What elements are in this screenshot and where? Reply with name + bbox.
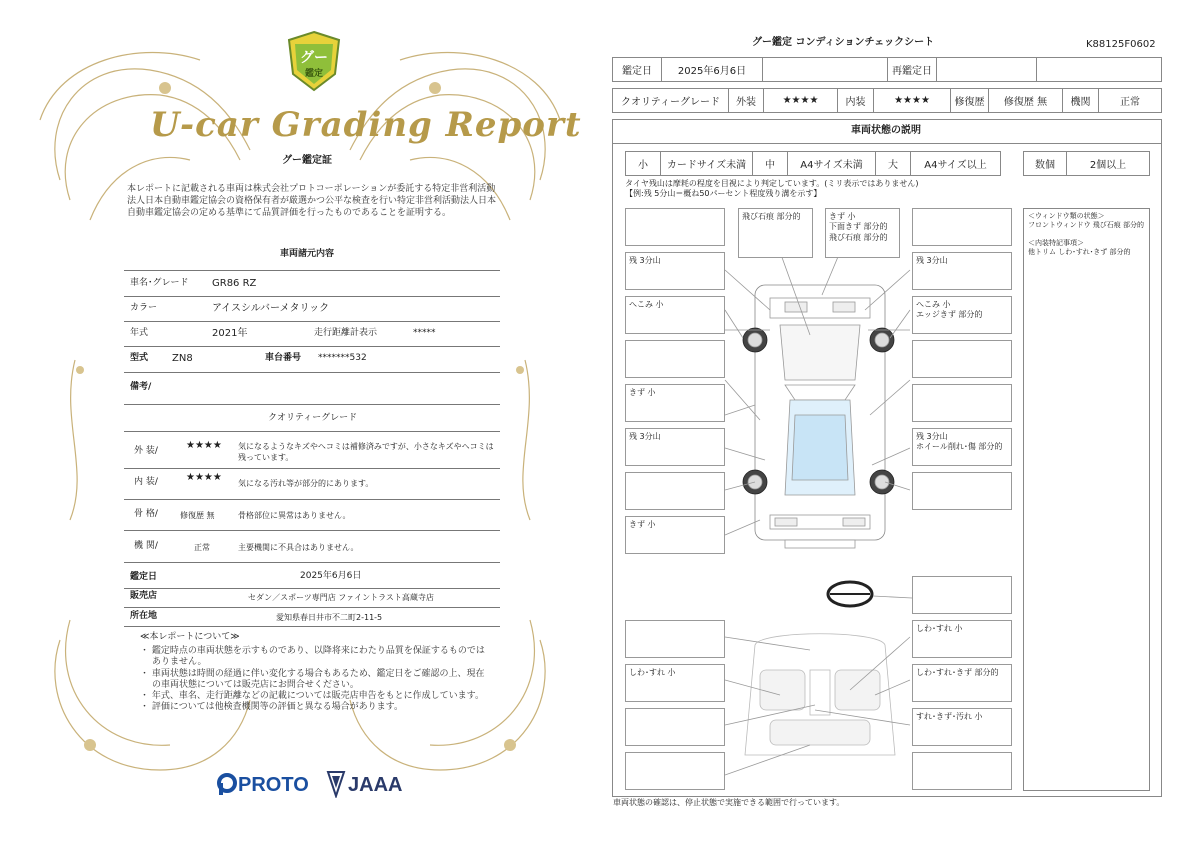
report-title: U-car Grading Report bbox=[150, 105, 582, 145]
damage-box-r6: 残 3分山 ホイール削れ･傷 部分的 bbox=[912, 428, 1012, 466]
ext-stars: ★★★★ bbox=[763, 88, 838, 113]
interior-stars: ★★★★ bbox=[186, 472, 222, 483]
notes-list bbox=[140, 646, 490, 714]
count-label: 数個 bbox=[1023, 151, 1067, 176]
name-value: GR86 RZ bbox=[212, 278, 257, 289]
size-small-desc: カードサイズ未満 bbox=[660, 151, 753, 176]
color-value: アイスシルバーメタリック bbox=[212, 303, 330, 314]
model-value: ZN8 bbox=[172, 353, 193, 364]
chassis-value: *******532 bbox=[318, 353, 367, 363]
svg-text:鑑定: 鑑定 bbox=[304, 69, 324, 79]
exterior-text: 気になるようなキズやヘコミは補修済みですが、小さなキズやヘコミは残っています。 bbox=[238, 442, 494, 463]
interior-box-l3 bbox=[625, 708, 725, 746]
tire-note-2: 【例:残 5分山＝概ね50パーセント程度残り溝を示す】 bbox=[625, 189, 822, 198]
int-label: 内装 bbox=[837, 88, 874, 113]
damage-box-top-2: きず 小 下面きず 部分的 飛び石痕 部分的 bbox=[825, 208, 900, 258]
size-mid-desc: A4サイズ未満 bbox=[787, 151, 876, 176]
size-large-label: 大 bbox=[875, 151, 911, 176]
name-label: 車名･グレード bbox=[130, 278, 189, 288]
count-desc: 2個以上 bbox=[1066, 151, 1150, 176]
interior-box-l4 bbox=[625, 752, 725, 790]
damage-box-r1 bbox=[912, 208, 1012, 246]
damage-box-l6: 残 3分山 bbox=[625, 428, 725, 466]
proto-logo: PROTO bbox=[238, 774, 309, 796]
damage-box-r5 bbox=[912, 384, 1012, 422]
dealer-value: セダン／スポーツ専門店 ファイントラスト高蔵寺店 bbox=[248, 593, 434, 602]
damage-box-r3: へこみ 小 エッジきず 部分的 bbox=[912, 296, 1012, 334]
frame-label: 骨 格/ bbox=[134, 509, 158, 519]
certificate-subtitle: グー鑑定証 bbox=[282, 155, 332, 166]
damage-box-l8: きず 小 bbox=[625, 516, 725, 554]
interior-box-r1: しわ･すれ 小 bbox=[912, 620, 1012, 658]
goo-badge-logo bbox=[285, 30, 343, 92]
interior-box-r2: しわ･すれ･きず 部分的 bbox=[912, 664, 1012, 702]
exterior-stars: ★★★★ bbox=[186, 440, 222, 451]
state-heading: 車両状態の説明 bbox=[851, 125, 921, 136]
damage-box-top-1: 飛び石痕 部分的 bbox=[738, 208, 813, 258]
spec-heading: 車両諸元内容 bbox=[280, 249, 335, 259]
engine-text: 主要機関に不具合はありません。 bbox=[238, 543, 359, 552]
notes-heading: ≪本レポートについて≫ bbox=[140, 632, 240, 642]
damage-box-l7 bbox=[625, 472, 725, 510]
interior-heading: ＜内装特記事項＞ bbox=[1028, 238, 1084, 247]
interior-box-r3: すれ･きず･汚れ 小 bbox=[912, 708, 1012, 746]
damage-box-steering bbox=[912, 576, 1012, 614]
size-large-desc: A4サイズ以上 bbox=[910, 151, 1001, 176]
sheet-redate-value bbox=[936, 57, 1037, 82]
interior-text: 気になる汚れ等が部分的にあります。 bbox=[238, 479, 374, 488]
interior-box-r4 bbox=[912, 752, 1012, 790]
sheet-code: K88125F0602 bbox=[1086, 39, 1156, 50]
mileage-label: 走行距離計表示 bbox=[314, 328, 378, 338]
engine-value: 正常 bbox=[194, 543, 210, 552]
damage-box-l3: へこみ 小 bbox=[625, 296, 725, 334]
engine-label: 機 関/ bbox=[134, 541, 158, 551]
jaaa-logo: JAAA bbox=[348, 774, 403, 796]
grade-label: クオリティーグレード bbox=[612, 88, 729, 113]
repair-value: 修復歴 無 bbox=[988, 88, 1063, 113]
note-item: ・ 車両状態は時間の経過に伴い変化する場合もあるため、鑑定日をご確認の上、現在の車両状態については販売店にお問合せください。 bbox=[140, 668, 485, 690]
interior-label: 内 装/ bbox=[134, 477, 158, 487]
damage-box-l4 bbox=[625, 340, 725, 378]
interior-box-l2: しわ･すれ 小 bbox=[625, 664, 725, 702]
chassis-label: 車台番号 bbox=[265, 353, 302, 363]
cert-date-label: 鑑定日 bbox=[130, 572, 158, 582]
damage-box-l5: きず 小 bbox=[625, 384, 725, 422]
size-small-label: 小 bbox=[625, 151, 661, 176]
damage-box-r2: 残 3分山 bbox=[912, 252, 1012, 290]
jaaa-logo-icon bbox=[326, 770, 346, 798]
damage-box-l2: 残 3分山 bbox=[625, 252, 725, 290]
sheet-title: グー鑑定 コンディションチェックシート bbox=[752, 37, 935, 48]
side-notes-panel bbox=[1023, 208, 1150, 791]
note-item: ・ 鑑定時点の車両状態を示すものであり、以降将来にわたり品質を保証するものではありません。 bbox=[140, 646, 485, 668]
engine-label: 機関 bbox=[1062, 88, 1099, 113]
mileage-value: ***** bbox=[413, 328, 436, 338]
frame-text: 骨格部位に異常はありません。 bbox=[238, 511, 351, 520]
model-label: 型式 bbox=[130, 353, 149, 363]
year-label: 年式 bbox=[130, 328, 149, 338]
proto-logo-icon bbox=[216, 772, 238, 796]
dealer-label: 販売店 bbox=[130, 591, 158, 601]
window-heading: ＜ウィンドウ類の状態＞ bbox=[1028, 212, 1105, 220]
interior-text: 他トリム しわ･すれ･きず 部分的 bbox=[1028, 248, 1131, 257]
bottom-note: 車両状態の確認は、停止状態で実施できる範囲で行っています。 bbox=[613, 798, 845, 807]
sheet-date-value: 2025年6月6日 bbox=[661, 57, 763, 82]
cert-date-value: 2025年6月6日 bbox=[300, 571, 362, 581]
color-label: カラー bbox=[130, 303, 158, 313]
quality-heading: クオリティーグレード bbox=[268, 413, 358, 423]
remarks-label: 備考/ bbox=[130, 382, 152, 392]
damage-box-l1 bbox=[625, 208, 725, 246]
frame-value: 修復歴 無 bbox=[180, 511, 215, 520]
engine-value: 正常 bbox=[1098, 88, 1162, 113]
sheet-redate-label: 再鑑定日 bbox=[887, 57, 937, 82]
address-label: 所在地 bbox=[130, 611, 158, 621]
repair-label: 修復歴 bbox=[950, 88, 989, 113]
address-value: 愛知県春日井市不二町2-11-5 bbox=[276, 613, 383, 622]
intro-text: 本レポートに記載される車両は株式会社プロトコーポレーションが委託する特定非営利活動法人日本自動車鑑定協会の資格保有者が厳選かつ公平な検査を行い特定非営利活動法人日本自動車鑑定協会の定める基準にて品質評価を行ったものであることを証明する。 bbox=[127, 184, 497, 219]
int-stars: ★★★★ bbox=[873, 88, 951, 113]
damage-box-r4 bbox=[912, 340, 1012, 378]
exterior-label: 外 装/ bbox=[134, 446, 158, 456]
tire-note-1: タイヤ残山は摩耗の程度を目視により判定しています。(ミリ表示ではありません) bbox=[625, 179, 919, 188]
note-item: ・ 年式、車名、走行距離などの記載については販売店申告をもとに作成しています。 bbox=[140, 691, 484, 701]
year-value: 2021年 bbox=[212, 328, 248, 339]
sheet-date-label: 鑑定日 bbox=[612, 57, 662, 82]
note-item: ・ 評価については他検査機関等の評価と異なる場合があります。 bbox=[140, 702, 403, 713]
sheet-redate-blank bbox=[1036, 57, 1162, 82]
damage-box-r7 bbox=[912, 472, 1012, 510]
sheet-date-blank bbox=[762, 57, 888, 82]
svg-text:グー: グー bbox=[300, 50, 328, 66]
interior-box-l1 bbox=[625, 620, 725, 658]
ext-label: 外装 bbox=[728, 88, 764, 113]
size-mid-label: 中 bbox=[752, 151, 788, 176]
window-text: フロントウィンドウ 飛び石痕 部分的 bbox=[1028, 221, 1145, 230]
